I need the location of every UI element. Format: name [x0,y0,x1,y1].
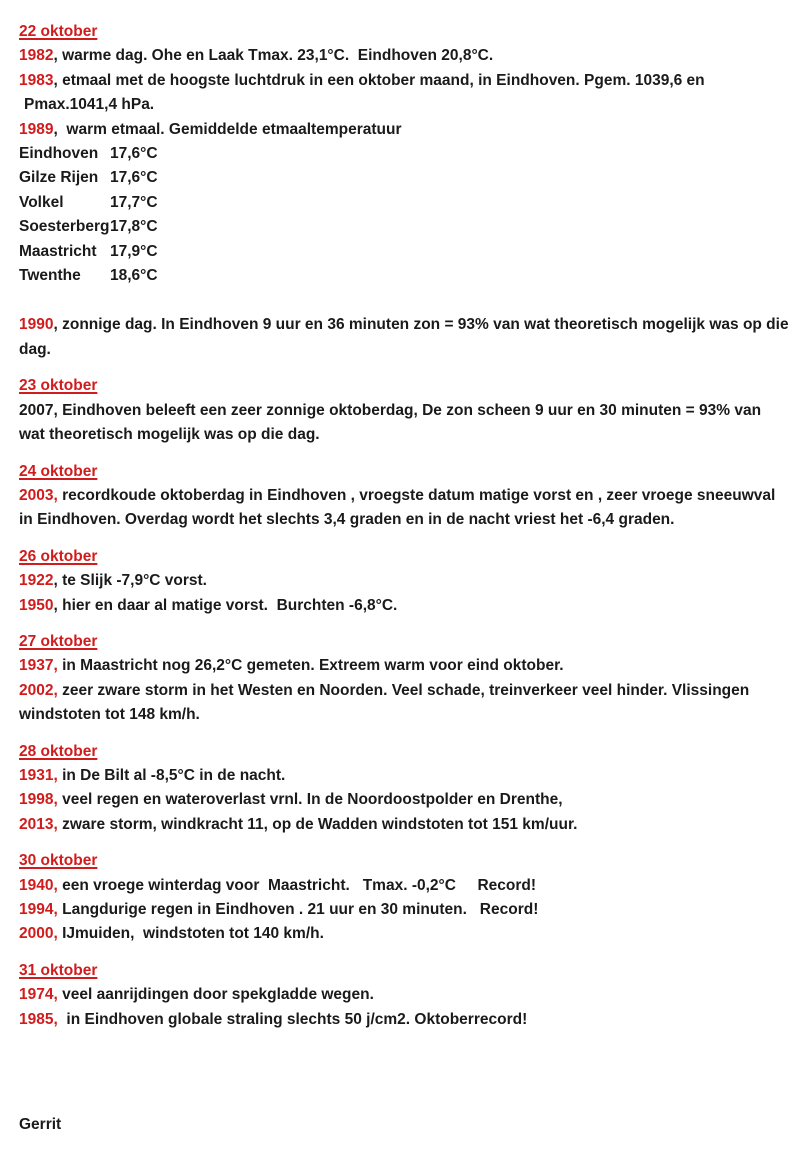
entry-text: in De Bilt al -8,5°C in de nacht. [57,766,286,784]
entry-year: 1985, [19,1010,58,1028]
entry [19,399,789,448]
entry-text: , zonnige dag. In Eindhoven 9 uur en 36 minuten zon = 93% van wat theoretisch mogelijk was op die dag. [19,316,789,358]
station-name: Volkel [19,193,64,211]
entry-year: 2003, [19,486,58,504]
station-name: Eindhoven [19,145,99,163]
entry-year: 1983 [19,71,54,89]
entry-text: Langdurige regen in Eindhoven . 21 uur en 30 minuten. Record! [57,901,539,918]
entry-year: 2013, [19,815,58,833]
entry-text: , hier en daar al matige vorst. Burchten -6,8°C. [53,596,398,614]
entry [19,679,789,728]
entry-year: 1974, [19,986,58,1004]
station-row [19,215,789,239]
entry [19,654,789,678]
entry-text: , warme dag. Ohe en Laak Tmax. 23,1°C. Eindhoven 20,8°C. [53,47,494,65]
section-date: 30 oktober [19,852,98,870]
station-row [19,142,789,166]
entry-continuation: Pmax.1041,4 hPa. [24,96,155,114]
entry-year: 1922 [19,572,54,590]
station-name: Maastricht [19,242,97,260]
entry [19,874,789,898]
section-date: 27 oktober [19,632,98,650]
entry [19,922,789,946]
station-temp: 18,6°C [110,267,158,285]
entry [19,788,789,812]
entry [19,594,789,618]
entry-text: zeer zware storm in het Westen en Noorden. Veel schade, treinverkeer veel hinder. Vlissingen windstoten tot 148 km/h. [19,681,750,724]
entry-year: 1931, [19,766,58,784]
station-name: Soesterberg [19,218,110,236]
station-row [19,191,789,215]
entry [19,1008,789,1032]
station-row [19,240,789,264]
entry-year: 2000, [19,925,58,943]
signature: Gerrit [19,1116,62,1133]
section-date: 24 oktober [19,462,98,480]
entry-text: zware storm, windkracht 11, op de Wadden windstoten tot 151 km/uur. [57,815,578,833]
entry-text: , Eindhoven beleeft een zeer zonnige oktoberdag, De zon scheen 9 uur en 30 minuten = 93% van wat theoretisch mogelijk was op die dag. [19,401,762,444]
entry-year: 1950 [19,596,54,614]
entry-text: , te Slijk -7,9°C vorst. [53,572,207,590]
entry-year: 1990 [19,316,54,334]
entry-year: 1937, [19,657,58,675]
entry-year: 1994, [19,901,58,918]
section-date: 31 oktober [19,961,98,979]
entry-year: 1998, [19,791,58,809]
entry-text: , etmaal met de hoogste luchtdruk in een oktober maand, in Eindhoven. Pgem. 1039,6 en [53,71,705,89]
section-date: 26 oktober [19,547,98,565]
station-temp: 17,9°C [110,242,158,260]
section-date: 22 oktober [19,23,98,40]
entry-year: 1940, [19,876,58,894]
station-temp: 17,6°C [110,145,158,163]
section-date: 28 oktober [19,742,98,760]
entry-text: veel aanrijdingen door spekgladde wegen. [57,986,374,1004]
entry-text: recordkoude oktoberdag in Eindhoven , vroegste datum matige vorst en , zeer vroege sneeuwval in Eindhoven. Overdag wordt het slechts 3,4 graden en in de nacht vriest het -6,4 graden. [19,486,776,529]
entry-text: in Maastricht nog 26,2°C gemeten. Extreem warm voor eind oktober. [57,657,564,675]
entry [19,764,789,788]
entry [19,983,789,1007]
entry [19,484,789,533]
entry [19,313,789,362]
station-name: Gilze Rijen [19,169,99,187]
station-temp: 17,8°C [110,218,158,236]
section-date: 23 oktober [19,377,98,395]
entry-text: IJmuiden, windstoten tot 140 km/h. [57,925,324,943]
entry [19,569,789,593]
station-temp: 17,7°C [110,193,158,211]
entry-text: veel regen en wateroverlast vrnl. In de Noordoostpolder en Drenthe, [57,791,563,809]
entry-text: in Eindhoven globale straling slechts 50 j/cm2. Oktoberrecord! [57,1010,528,1028]
entry-text: een vroege winterdag voor Maastricht. Tmax. -0,2°C Record! [57,876,537,894]
entry-year: 2007 [19,401,54,419]
entry [19,69,789,93]
entry [19,813,789,837]
entry-year: 2002, [19,681,58,699]
entry-year: 1989 [19,120,54,138]
station-row [19,166,789,190]
entry-text: , warm etmaal. Gemiddelde etmaaltemperatuur [53,120,402,138]
station-temp: 17,6°C [110,169,158,187]
entry [19,898,789,922]
entry [19,44,789,68]
entry [19,118,789,142]
entry-year: 1982 [19,47,54,65]
station-name: Twenthe [19,267,81,285]
station-row [19,264,789,288]
